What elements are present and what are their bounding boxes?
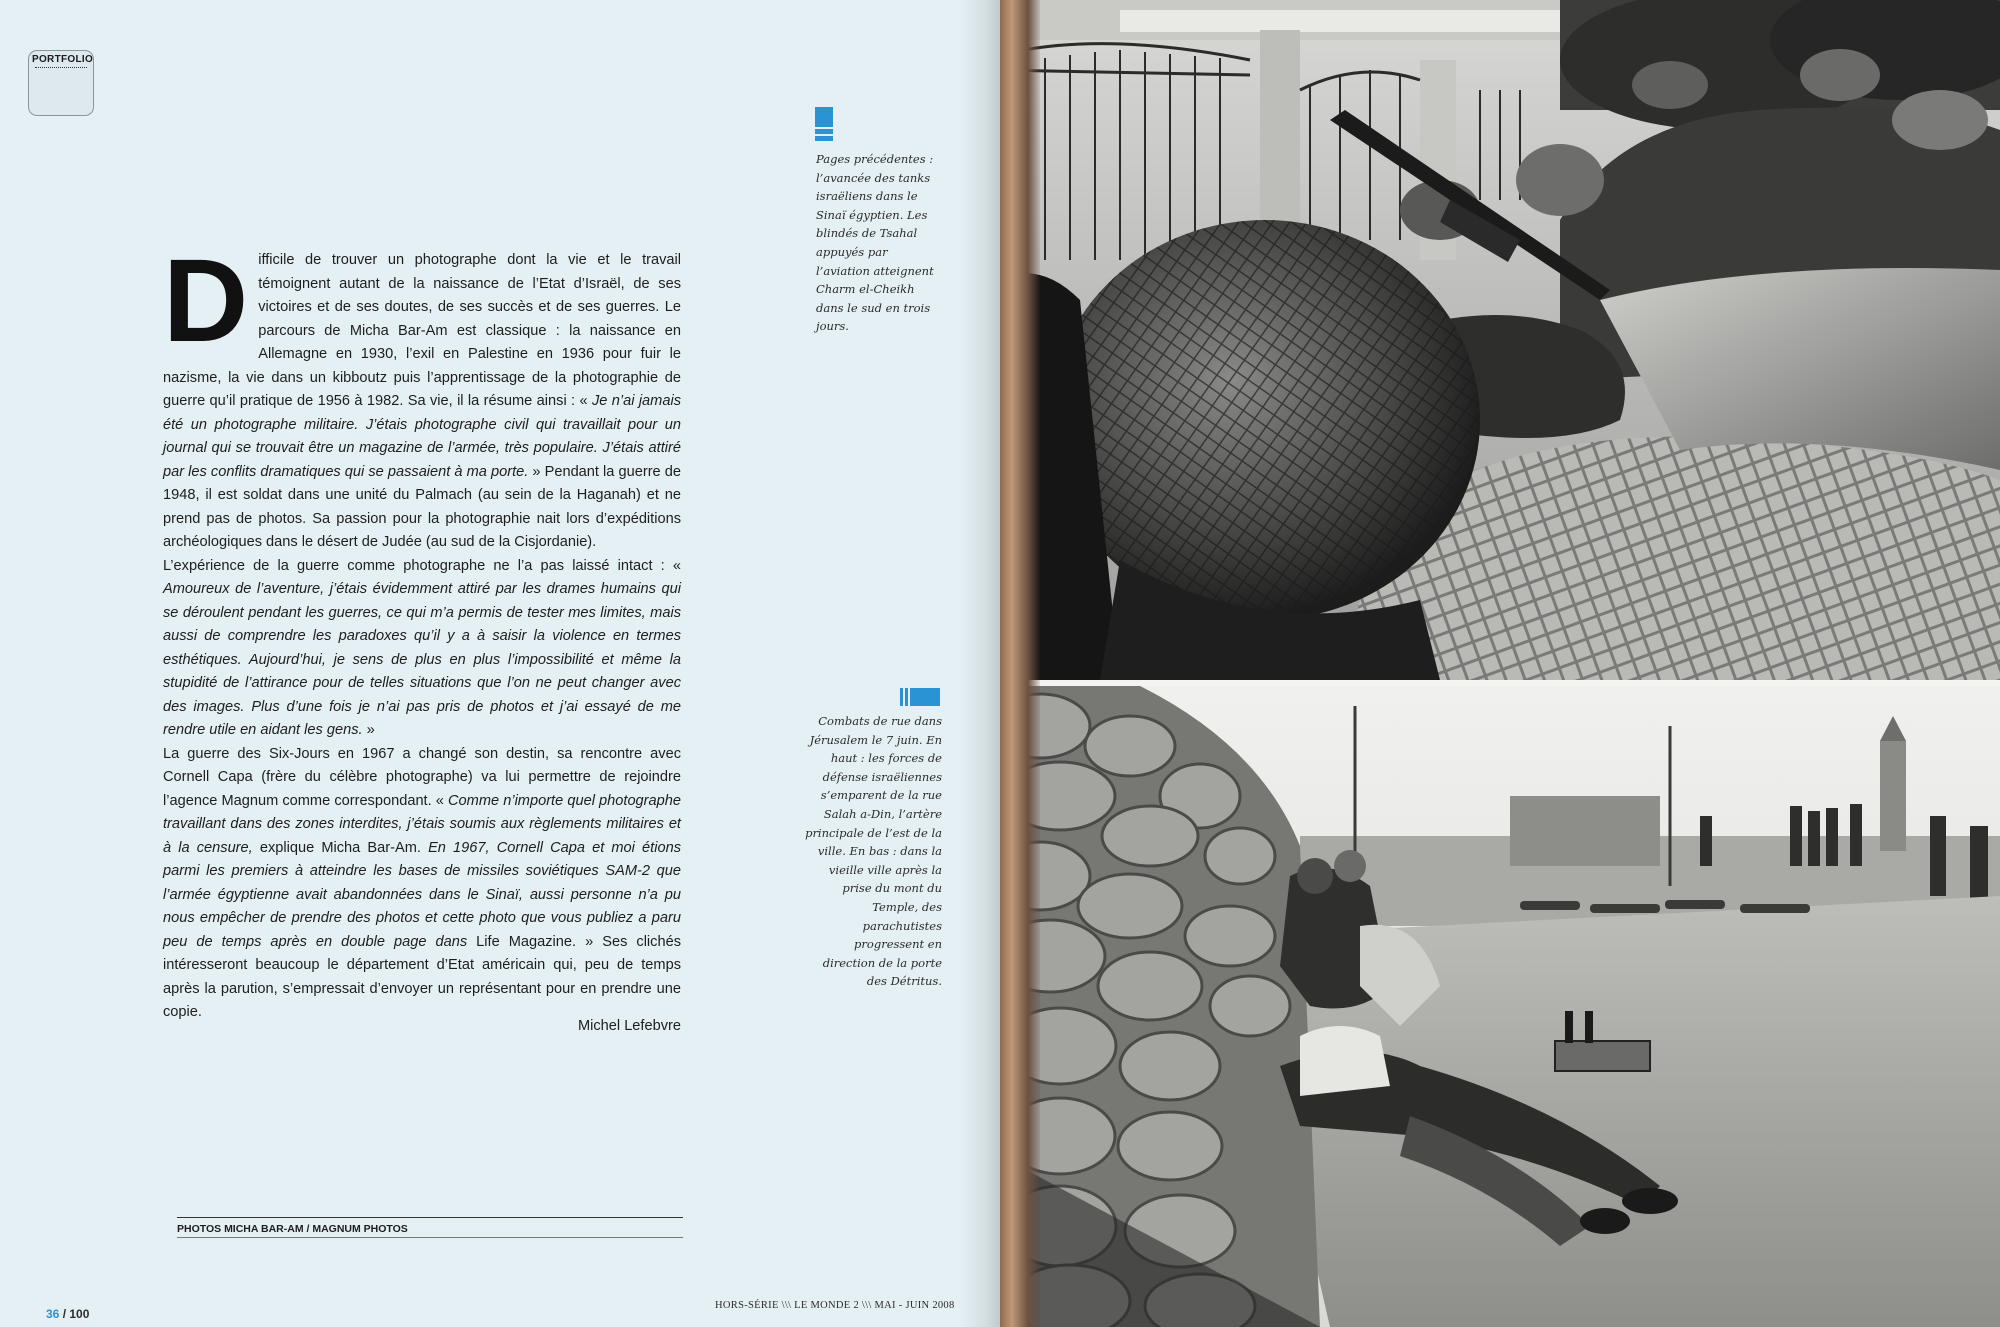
page-number [46,1307,89,1321]
article-paragraph-3: La guerre des Six-Jours en 1967 a changé son destin, sa rencontre avec Cornell Capa (frère du célèbre photographe) va lui permettre de rejoindre l’agence Magnum comme correspondant. « Comme n’importe quel photographe travaillant dans des zones interdites, j’étais soumis aux règlements militaires et à la censure, explique Micha Bar-Am. En 1967, Cornell Capa et moi étions parmi les premiers à atteindre les bases de missiles soviétiques SAM-2 que l’armée égyptienne avait abandonnées dans le Sinaï, aussi personne n’a pu nous empêcher de prendre des photos et cette photo que vous publiez a paru peu de temps après en double page dans Life Magazine. » Ses clichés intéresseront beaucoup le département d’Etat américain qui, peu de temps après la parution, s’empressait d’envoyer un représentant pour en prendre une copie. [163,745,682,1020]
portfolio-section-tab [28,50,94,116]
credit-rule-top [177,1217,683,1218]
drop-cap: D [163,235,249,367]
credit-rule-bottom [177,1237,683,1238]
right-page [1000,0,2000,1327]
section-label: PORTFOLIO [32,54,94,65]
article-paragraph-2: L’expérience de la guerre comme photographe ne l’a pas laissé intact : « Amoureux de l’aventure, j’étais évidemment attiré par les drames humains qui se déroulent pendant les guerres, ce qui m’a permis de tester mes limites, mais aussi de comprendre les paradoxes qu’il y a à saisir la violence en termes esthétiques. Aujourd’hui, je sens de plus en plus l’impossibilité et même la stupidité de l’attirance pour de telles situations que l’on ne peut changer avec des images. Plus d’une fois je n’ai pas pris de photos et j’ai essayé de me rendre utile en aidant les gens. » [163,557,681,738]
photo-soldiers-street [1000,0,2000,680]
caption-marker-icon [815,107,833,141]
dotted-rule [35,67,87,68]
folio: HORS-SÉRIE \\\ LE MONDE 2 \\\ MAI - JUIN 2008 [715,1300,955,1311]
page-number-total: / 100 [62,1307,90,1321]
page-number-current: 36 [46,1307,60,1321]
caption-previous-pages: Pages précédentes : l’avancée des tanks israëliens dans le Sinaï égyptien. Les blindés de Tsahal appuyés par l’aviation atteignent Charm el-Cheikh dans le sud en trois jours. [816,152,934,334]
author-byline: Michel Lefebvre [577,1018,681,1034]
article-paragraph-1: ifficile de trouver un photographe dont la vie et le travail témoignent autant de la naissance de l’Etat d’Israël, de ses victoires et de ses doutes, de ses succès et de ses guerres. Le parcours de Micha Bar-Am est classique : la naissance en Allemagne en 1930, l’exil en Palestine en 1936 pour fuir le nazisme, la vie dans un kibboutz puis l’apprentissage de la photographie de guerre qu’il pratique de 1956 à 1982. Sa vie, il la résume ainsi : « Je n’ai jamais été un photographe militaire. J’étais photographe civil qui travaillait pour un journal qui se trouvait être un magazine de l’armée, très populaire. J’étais attiré par les conflits dramatiques qui se passaient à ma porte. » Pendant la guerre de 1948, il est soldat dans une unité du Palmach (au sein de la Haganah) et ne prend pas de photos. Sa passion pour la photographie nait lors d’expéditions archéologiques dans le désert de Judée (au sud de la Cisjordanie). [163,252,681,550]
page-edge [1000,0,1040,1327]
article-body [163,235,682,1025]
caption-marker-icon [900,688,940,706]
caption-street-fighting: Combats de rue dans Jérusalem le 7 juin. En haut : les forces de défense israëliennes s’emparent de la rue Salah a-Din, l’artère principale de l’est de la ville. En bas : dans la vieille ville après la prise du mont du Temple, des parachutistes progressent en direction de la porte des Détritus. [805,714,942,989]
gutter-shadow [960,0,1004,1327]
photo-credit: PHOTOS MICHA BAR-AM / MAGNUM PHOTOS [177,1223,408,1235]
photo-old-city-street [1000,686,2000,1327]
